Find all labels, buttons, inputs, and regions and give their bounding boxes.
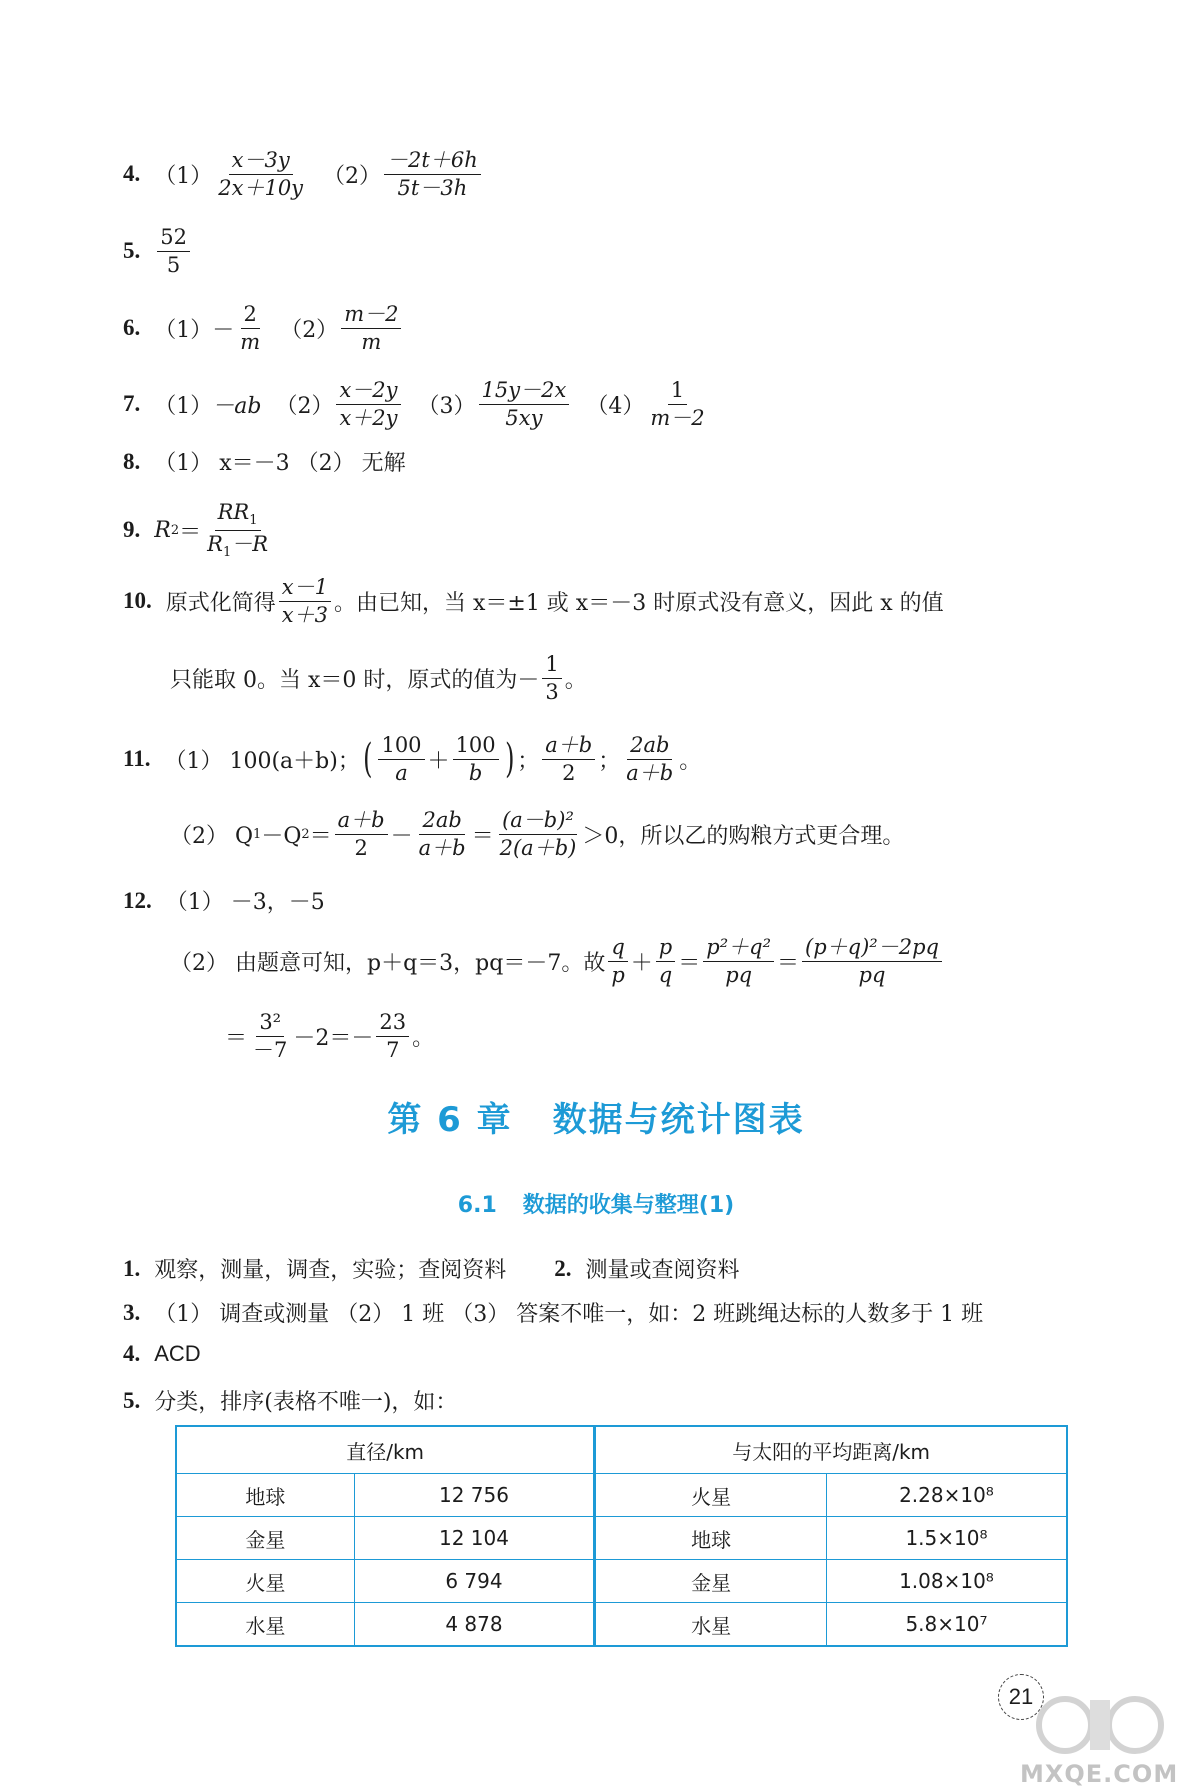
answer-12-2: （2） 由题意可知，p＋q＝3，pq＝－7。故 $\frac{q}{p}$ ＋ $\frac{p}{q}$ ＝ $\frac{\text{p²＋q²}}{pq}$ ＝ $\frac{\text{(p＋q)²－2pq}}{pq}$ xyxy=(170,935,945,988)
fraction: $\frac{1}{3}$ xyxy=(542,652,561,705)
fraction: $\frac{\text{3²}}{-7}$ xyxy=(253,1010,288,1062)
answer-5: 5. $\frac{52}{5}$ xyxy=(123,225,193,278)
table-header-distance: 与太阳的平均距离/km xyxy=(595,1426,1067,1474)
fraction: $\frac{a+b}{2}$ xyxy=(542,733,595,786)
page-number: 21 xyxy=(998,1674,1044,1720)
table-row: 火星 6 794 金星 1.08×10⁸ xyxy=(176,1560,1067,1603)
fraction: $\frac{\text{p²＋q²}}{pq}$ xyxy=(703,935,774,988)
fraction: $\frac{1}{m-2}$ xyxy=(650,378,705,430)
table-header-row xyxy=(176,1426,1067,1474)
fraction: $\frac{x-2y}{x+2y}$ xyxy=(336,378,400,431)
answer-9: 9. R 2 ＝ $\frac{RR_1}{R_1-R}$ xyxy=(123,500,274,560)
table-row: 水星 4 878 水星 5.8×10⁷ xyxy=(176,1603,1067,1647)
section-answer-1-2: 1. 观察，测量，调查，实验；查阅资料 2. 测量或查阅资料 xyxy=(123,1255,740,1283)
section-answer-3: 3. （1） 调查或测量 （2） 1 班 （3） 答案不唯一，如：2 班跳绳达标的人数多于 1 班 xyxy=(123,1299,984,1327)
fraction: $\frac{2ab}{a+b}$ xyxy=(418,808,466,860)
table-row: 金星 12 104 地球 1.5×10⁸ xyxy=(176,1517,1067,1560)
answer-8: 8. （1） x＝－3 （2） 无解 xyxy=(123,448,406,476)
fraction: $\frac{a+b}{2}$ xyxy=(335,808,388,861)
watermark-text: MXQE.COM xyxy=(1020,1760,1179,1788)
fraction: $\frac{m-2}{m}$ xyxy=(341,302,401,355)
fraction: $\frac{2}{m}$ xyxy=(240,302,261,354)
section-heading: 6.1 数据的收集与整理(1) xyxy=(457,1193,735,1218)
fraction: $\frac{q}{p}$ xyxy=(608,935,627,988)
answer-10-cont: 只能取 0。当 x＝0 时，原式的值为－ $\frac{1}{3}$ 。 xyxy=(170,652,587,704)
answer-11-2: （2） Q 1 －Q 2 ＝ $\frac{a+b}{2}$ － $\frac{2ab}{a+b}$ ＝ $\frac{\text{(a－b)²}}{2(a+b)}$ ＞0，所以乙的购粮方式更合理。 xyxy=(170,808,905,860)
chapter-heading: 第 6 章 数据与统计图表 xyxy=(387,1100,805,1140)
answer-4: 4. （1） $\frac{x-3y}{2x+10y}$ （2） $\frac{-2t+6h}{5t-3h}$ xyxy=(123,148,484,201)
fraction: $\frac{x-3y}{2x+10y}$ xyxy=(218,148,304,200)
fraction: $\frac{\text{(a－b)²}}{2(a+b)}$ xyxy=(499,808,577,860)
planet-data-table xyxy=(175,1425,1068,1647)
table-header-diameter: 直径/km xyxy=(176,1426,595,1474)
fraction: $\frac{52}{5}$ xyxy=(157,225,190,278)
answer-6: 6. （1） － $\frac{2}{m}$ （2） $\frac{m-2}{m}$ xyxy=(123,302,404,355)
fraction: $\frac{RR_1}{R_1-R}$ xyxy=(207,500,269,560)
fraction: $\frac{23}{7}$ xyxy=(376,1010,409,1063)
fraction: $\frac{\text{(p＋q)²－2pq}}{pq}$ xyxy=(802,935,942,988)
fraction: $\frac{15y-2x}{5xy}$ xyxy=(479,378,570,431)
answer-12-3: ＝ $\frac{\text{3²}}{-7}$ －2＝－ $\frac{23}{7}$ 。 xyxy=(225,1010,435,1062)
fraction: $\frac{100}{a}$ xyxy=(378,733,424,786)
answer-12-1: 12. （1） －3，－5 xyxy=(123,887,325,915)
fraction: $\frac{2ab}{a+b}$ xyxy=(626,733,674,785)
section-answer-5: 5. 分类，排序(表格不唯一)，如： xyxy=(123,1387,458,1415)
fraction: $\frac{-2t+6h}{5t-3h}$ xyxy=(384,148,481,201)
answer-10: 10. 原式化简得 $\frac{x-1}{x+3}$ 。由已知，当 x＝±1 或 x＝－3 时原式没有意义，因此 x 的值 xyxy=(123,575,944,627)
fraction: $\frac{x-1}{x+3}$ xyxy=(279,575,331,628)
table-row: 地球 12 756 火星 2.28×10⁸ xyxy=(176,1474,1067,1517)
answer-11-1: 11. （1） 100(a＋b)； ( $\frac{100}{a}$ ＋ $\frac{100}{b}$ ) ； $\frac{a+b}{2}$ ； $\frac{2ab}{a+b}$ 。 xyxy=(123,733,702,785)
answer-7: 7. （1） －ab （2） $\frac{x-2y}{x+2y}$ （3） $\frac{15y-2x}{5xy}$ （4） $\frac{1}{m-2}$ xyxy=(123,378,711,431)
fraction: $\frac{100}{b}$ xyxy=(453,733,499,786)
section-answer-4: 4. ACD xyxy=(123,1341,201,1366)
fraction: $\frac{p}{q}$ xyxy=(656,935,675,988)
